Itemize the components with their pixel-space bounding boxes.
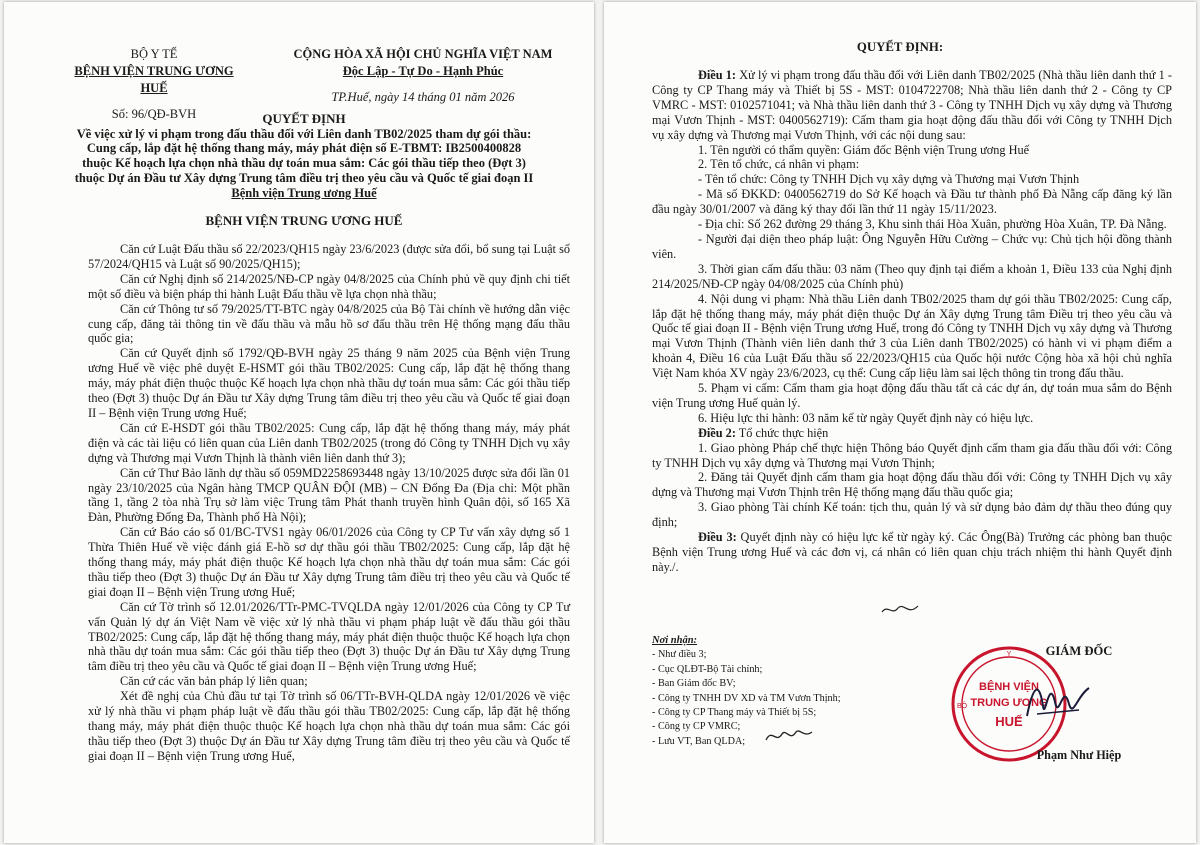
article-item: 3. Thời gian cấm đấu thầu: 03 năm (Theo quy định tại điểm a khoản 1, Điều 133 của Nghị định 214/2025/NĐ-CP ngày 04/08/2025 của Chính phủ) xyxy=(652,261,1172,291)
article-3-heading: Điều 3: xyxy=(698,530,737,545)
legal-basis-paragraph: Căn cứ Thông tư số 79/2025/TT-BTC ngày 04/8/2025 của Bộ Tài chính về hướng dẫn việc cung cấp, đăng tải thông tin về đấu thầu và mẫu hồ sơ đấu thầu trên Hệ thống mạng đấu thầu quốc gia; xyxy=(88,301,570,346)
decision-heading xyxy=(44,112,564,229)
legal-basis-paragraph: Căn cứ các văn bản pháp lý liên quan; xyxy=(120,674,308,689)
article-2-text: Tổ chức thực hiện xyxy=(735,425,829,440)
legal-basis-paragraph: Căn cứ Luật Đấu thầu số 22/2023/QH15 ngày 23/6/2023 (được sửa đổi, bổ sung tại Luật số 57/2024/QH15 và Luật số 90/2025/QH15); xyxy=(88,242,570,271)
decision-articles xyxy=(652,68,1172,575)
article-1-heading: Điều 1: xyxy=(698,68,737,82)
document-number: Số: 96/QĐ-BVH xyxy=(111,107,197,121)
place-date: TP.Huế, ngày 14 tháng 01 năm 2026 xyxy=(331,90,515,104)
article-2-heading: Điều 2: xyxy=(698,425,736,440)
article-item: - Tên tổ chức: Công ty TNHH Dịch vụ xây dựng và Thương mại Vươn Thịnh xyxy=(698,172,1080,187)
subject-line: Bệnh viện Trung ương Huế xyxy=(231,185,377,200)
legal-basis-paragraph: Căn cứ Thư Bảo lãnh dự thầu số 059MD2258693448 ngày 13/10/2025 được sửa đổi lần 01 ngày 23/10/2025 của Ngân hàng TMCP QUÂN ĐỘI (MB) – CN Đống Đa (Địa chỉ: Một phần tầng 1, tầng 2 tòa nhà Trụ sở làm việc Trung tâm Phát thanh truyền hình Quân đội, số 165 Xã Đàn, Phường Đống Đa, Thành phố Hà Nội); xyxy=(88,465,570,525)
national-motto: Độc Lập - Tự Do - Hạnh Phúc xyxy=(342,64,504,78)
legal-basis-paragraph: Căn cứ Nghị định số 214/2025/NĐ-CP ngày 04/8/2025 của Chính phủ về quy định chi tiết một số điều và biện pháp thi hành Luật Đấu thầu về lựa chọn nhà thầu; xyxy=(88,271,570,301)
legal-basis-paragraph: Xét đề nghị của Chủ đầu tư tại Tờ trình số 06/TTr-BVH-QLDA ngày 12/01/2026 về việc xử lý nhà thầu vi phạm pháp luật về đấu thầu gói thầu TB02/2025: Cung cấp, lắp đặt hệ thống thang máy, máy phát điện thuộc thuộc Kế hoạch lựa chọn nhà thầu dự toán mua sắm: Các gói thầu tiếp theo (Đợt 3) thuộc Dự án Đầu tư Xây dựng Trung tâm điều trị theo yêu cầu và Quốc tế giai đoạn II – Bệnh viện Trung ương Huế, xyxy=(88,689,570,763)
article-item: - Người đại diện theo pháp luật: Ông Nguyễn Hữu Cường – Chức vụ: Chủ tịch hội đồng thành viên. xyxy=(652,231,1172,261)
seal-line: HUẾ xyxy=(995,714,1023,729)
article-3-text: Quyết định này có hiệu lực kể từ ngày ký. Các Ông(Bà) Trưởng các phòng ban thuộc Bệnh viện Trung ương Huế và các đơn vị, cá nhân có liên quan chịu trách nhiệm thi hành Quyết định này./. xyxy=(652,530,1172,574)
recipient-item: - Cục QLĐT-Bộ Tài chính; xyxy=(652,663,763,675)
national-header xyxy=(262,46,584,106)
recipients-label: Nơi nhận: xyxy=(652,635,698,646)
legal-basis-paragraph: Căn cứ Tờ trình số 12.01/2026/TTr-PMC-TVQLDA ngày 12/01/2026 của Công ty CP Tư vấn Quản lý dự án Việt Nam về việc xử lý nhà thầu vi phạm pháp luật về đấu thầu gói thầu TB02/2025: Cung cấp, lắp đặt hệ thống thang máy, máy phát điện thuộc thuộc Kế hoạch lựa chọn nhà thầu dự toán mua sắm: Các gói thầu tiếp theo (Đợt 3) thuộc Dự án Đầu tư Xây dựng Trung tâm điều trị theo yêu cầu và Quốc tế giai đoạn II – Bệnh viện Trung ương Huế; xyxy=(88,599,570,674)
recipient-item: - Công ty CP Thang máy và Thiết bị 5S; xyxy=(652,707,817,719)
seal-line: BỆNH VIỆN xyxy=(979,681,1039,693)
legal-basis-paragraph: Căn cứ Báo cáo số 01/BC-TVS1 ngày 06/01/2026 của Công ty CP Tư vấn xây dựng số 1 Thừa Thiên Huế về việc đánh giá E-hồ sơ dự thầu gói thầu TB02/2025: Cung cấp, lắp đặt hệ thống thang máy, máy phát điện thuộc Kế hoạch lựa chọn nhà thầu dự toán mua sắm: Các gói thầu tiếp theo (Đợt 3) thuộc Dự án Đầu tư Xây dựng Trung tâm điều trị theo yêu cầu và Quốc tế giai đoạn II – Bệnh viện Trung ương Huế; xyxy=(88,525,570,599)
signer-name: Phạm Như Hiệp xyxy=(1036,748,1122,762)
initials-mark-icon xyxy=(880,602,920,618)
decision-title: QUYẾT ĐỊNH xyxy=(262,111,346,126)
article-item: 1. Tên người có thẩm quyền: Giám đốc Bệnh viện Trung ương Huế xyxy=(698,142,1030,157)
subject-line: thuộc Dự án Đầu tư Xây dựng Trung tâm điều trị theo yêu cầu và Quốc tế giai đoạn II xyxy=(74,170,534,185)
ministry-name: BỘ Y TẾ xyxy=(130,47,178,61)
article-item: 6. Hiệu lực thi hành: 03 năm kể từ ngày Quyết định này có hiệu lực. xyxy=(698,410,1034,425)
recipient-item: - Công ty TNHH DV XD và TM Vươn Thịnh; xyxy=(652,692,841,704)
article-item: 3. Giao phòng Tài chính Kế toán: tịch thu, quản lý và sử dụng bảo đảm dự thầu theo đúng quy định; xyxy=(652,500,1172,530)
svg-text:Y: Y xyxy=(1006,651,1012,658)
svg-text:BỘ: BỘ xyxy=(957,703,968,710)
subject-line: thuộc Kế hoạch lựa chọn nhà thầu dự toán mua sắm: Các gói thầu tiếp theo (Đợt 3) xyxy=(82,156,526,171)
hospital-name: BỆNH VIỆN TRUNG ƯƠNG HUẾ xyxy=(74,64,234,95)
initials-mark-icon xyxy=(764,726,814,746)
signer-title: GIÁM ĐỐC xyxy=(1045,644,1113,658)
recipient-item: - Lưu VT, Ban QLDA; xyxy=(652,735,746,747)
country-name: CỘNG HÒA XÃ HỘI CHỦ NGHĨA VIỆT NAM xyxy=(293,47,553,61)
article-item: 2. Đăng tải Quyết định cấm tham gia hoạt động đấu thầu đối với: Công ty TNHH Dịch vụ xây dựng và Thương mại Vươn Thịnh trên Hệ thống mạng đấu thầu quốc gia; xyxy=(652,470,1172,500)
subject-line: Cung cấp, lắp đặt hệ thống thang máy, máy phát điện số E-TBMT: IB2500400828 xyxy=(86,141,522,156)
article-item: 5. Phạm vi cấm: Cấm tham gia hoạt động đấu thầu tất cả các dự án, dự toán mua sắm do Bệnh viện Trung ương Huế quản lý. xyxy=(652,381,1172,410)
article-2 xyxy=(652,426,1172,441)
article-item: - Mã số ĐKKD: 0400562719 do Sở Kế hoạch và Đầu tư thành phố Đà Nẵng cấp đăng ký lần đầu ngày 30/01/2007 và đăng ký thay đổi lần thứ 11 ngày 15/11/2023. xyxy=(652,187,1172,217)
article-item: 2. Tên tổ chức, cá nhân vi phạm: xyxy=(698,157,860,172)
recipient-item: - Như điều 3; xyxy=(652,649,707,661)
subject-line: Về việc xử lý vi phạm trong đấu thầu đối với Liên danh TB02/2025 tham dự gói thầu: xyxy=(76,126,532,141)
article-item: 1. Giao phòng Pháp chế thực hiện Thông báo Quyết định cấm tham gia đấu thầu đối với: Công ty TNHH Dịch vụ xây dựng và Thương mại Vươn Thịnh; xyxy=(652,440,1172,470)
article-item: 4. Nội dung vi phạm: Nhà thầu Liên danh TB02/2025 tham dự gói thầu TB02/2025: Cung cấp, lắp đặt hệ thống thang máy, máy phát điện thuộc Dự án Xây dựng Trung tâm Điều trị theo yêu cầu và Quốc tế giai đoạn II - Bệnh viện Trung ương Huế, trong đó Công ty TNHH Dịch vụ xây dựng và Thương mại Vươn Thịnh (Thành viên liên danh thứ 3 của Liên danh TB02/2025) có hành vi vi phạm điểm a khoản 4, Điều 16 của Luật Đấu thầu số 22/2023/QH15 của Quốc hội nước Cộng hòa xã hội chủ nghĩa Việt Nam khóa XV ngày 23/6/2023, cụ thể: Cung cấp liệu làm sai lệch thông tin trong đấu thầu. xyxy=(652,291,1172,381)
legal-basis xyxy=(88,242,570,764)
seal-line: TRUNG ƯƠNG xyxy=(970,697,1048,709)
article-1-text: Xử lý vi phạm trong đấu thầu đối với Liên danh TB02/2025 (Nhà thầu liên danh thứ 1 - Công ty CP Thang máy và Thiết bị 5S - MST: 0104722708; Nhà thầu liên danh thứ 2 - Công ty CP VMRC - MST: 0102571041; và Nhà thầu liên danh thứ 3 - Công ty TNHH Dịch vụ xây dựng và Thương mại Vươn Thịnh - MST: 0400562719): Cấm tham gia hoạt động đấu thầu đối với Công ty TNHH Dịch vụ xây dựng và Thương mại Vươn Thịnh, với các nội dung sau: xyxy=(652,68,1172,142)
issuing-authority: BỆNH VIỆN TRUNG ƯƠNG HUẾ xyxy=(205,213,403,229)
document-page-left xyxy=(4,2,594,843)
recipient-item: - Ban Giám đốc BV; xyxy=(652,678,736,690)
article-3 xyxy=(652,530,1172,575)
decision-section-title: QUYẾT ĐỊNH: xyxy=(856,40,944,54)
article-1 xyxy=(652,68,1172,143)
legal-basis-paragraph: Căn cứ Quyết định số 1792/QĐ-BVH ngày 25 tháng 9 năm 2025 của Bệnh viện Trung ương Huế về việc phê duyệt E-HSMT gói thầu TB02/2025: Cung cấp, lắp đặt hệ thống thang máy, máy phát điện thuộc thuộc Kế hoạch lựa chọn nhà thầu dự toán mua sắm: Các gói thầu tiếp theo (Đợt 3) thuộc Dự án Đầu tư Xây dựng Trung tâm điều trị theo yêu cầu và Quốc tế giai đoạn II – Bệnh viện Trung ương Huế; xyxy=(88,346,570,420)
article-item: - Địa chỉ: Số 262 đường 29 tháng 3, Khu sinh thái Hòa Xuân, phường Hòa Xuân, TP. Đà Nẵng. xyxy=(698,217,1167,232)
legal-basis-paragraph: Căn cứ E-HSDT gói thầu TB02/2025: Cung cấp, lắp đặt hệ thống thang máy, máy phát điện và các tài liệu có liên quan của Liên danh TB02/2025 (trong đó Công ty TNHH Dịch vụ xây dựng và Thương mại Vươn Thịnh là thành viên liên danh thứ 3); xyxy=(88,420,570,465)
signature-block xyxy=(949,636,1169,762)
document-page-right xyxy=(604,2,1196,843)
recipient-item: - Công ty CP VMRC; xyxy=(652,721,741,733)
handwritten-signature-icon xyxy=(1019,666,1099,736)
